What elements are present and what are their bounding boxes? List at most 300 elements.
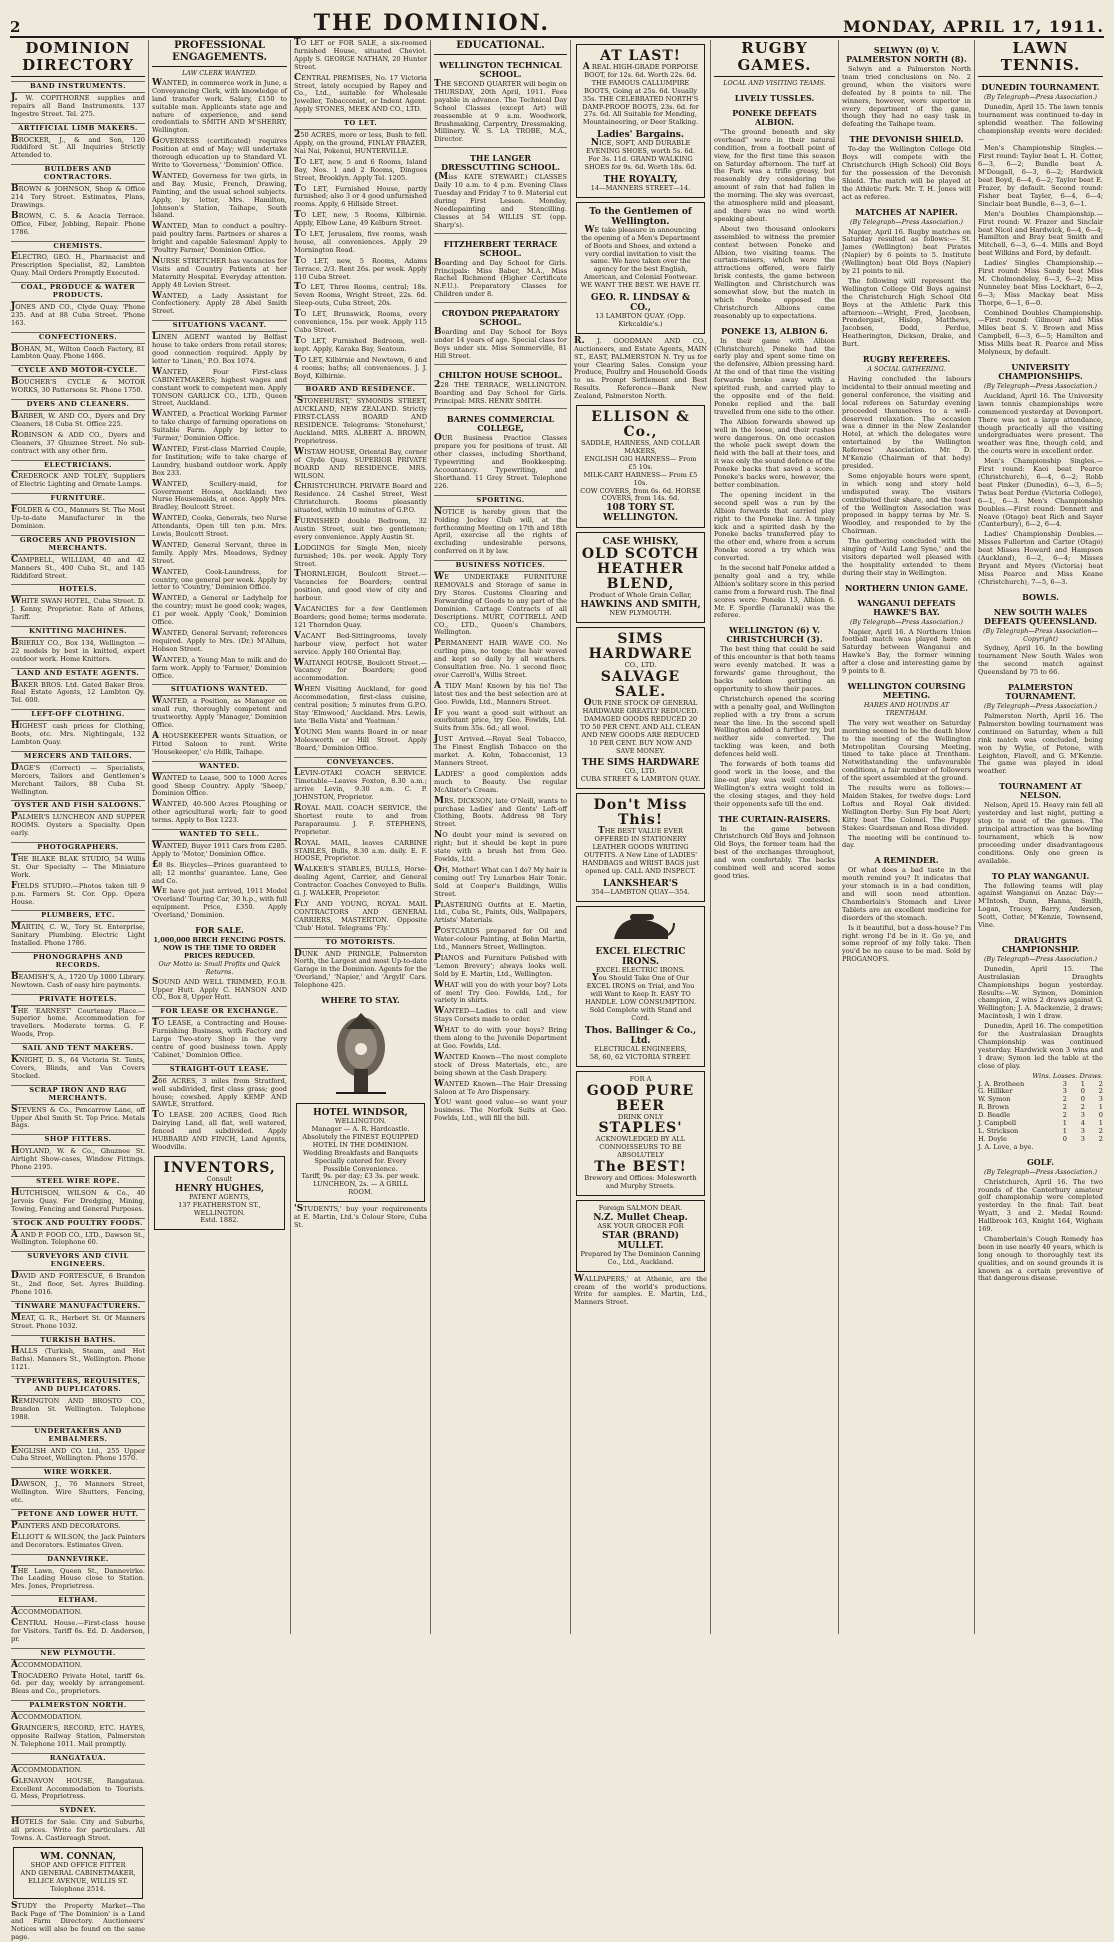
directory-section-title: UNDERTAKERS AND EMBALMERS. (11, 1426, 145, 1446)
for-sale-note: Our Motto is: Small Profits and Quick Returns. (158, 959, 281, 976)
directory-entry: BARBER, W. AND CO., Dyers and Dry Cleaners, 18 Cuba St. Office 225. (11, 411, 145, 428)
directory-section-title: RANGATAUA. (11, 1753, 145, 1765)
napier-heading: MATCHES AT NAPIER. (855, 206, 958, 217)
napier-text: Napier, April 16. Rugby matches on Saturday resulted as follows:— St. James (Wellington) beat Pirates (Napier) by 6 points to 5. Institute (Wellington) beat Old Boys (Napier) by 21 points to nil. (842, 227, 971, 276)
newspaper-title: THE DOMINION. (313, 10, 550, 36)
referees-text: Having concluded the labours incidental to their annual meeting and general conference, the visiting and local referees on Saturday evening proceeded themselves to a well-deserved relaxation. The occasion was a dinner in the New Zealander Hotel, at which the delegates were entertained by the Wellington Referees' Association. Mr. D. M'Kenzie (Chairman of that body) presided. (842, 375, 971, 470)
ads-group-6 (152, 1020, 287, 1060)
score-cell-l: 0 (1080, 1087, 1085, 1096)
for-sale-lines (152, 937, 287, 961)
classified-ad: LADIES' a good complexion adds much to Beauty. Use regular McAlister's Cream. (434, 768, 567, 794)
divider (434, 147, 567, 148)
mullet-small: Foreign SALMON DEAR. (598, 1203, 683, 1212)
palmerston-heading: PALMERSTON TOURNAMENT. (1005, 682, 1076, 702)
score-cell-name: L. Strickson (978, 1126, 1019, 1135)
rugby-paras-2 (714, 338, 835, 621)
rugby-heading: RUGBY GAMES. (714, 40, 835, 77)
directory-entry: ACCOMMODATION. (11, 1764, 82, 1775)
directory-entry: STEVENS & Co., Pencarrow Lane, off Upper Abel Smith St. Top Price. Metals Bags. (11, 1104, 145, 1130)
classified-ad: LODGINGS for Single Men, nicely furnished; 10s. per week. Apply Tory Street. (294, 542, 427, 568)
excel-title: EXCEL ELECTRIC IRONS. (595, 947, 686, 968)
directory-entry: WHITE SWAN HOTEL, Cuba Street. D. J. Kenny, Proprietor. Rate of Athens, Tariff. (11, 596, 145, 622)
directory-section-title: OYSTER AND FISH SALOONS. (11, 800, 145, 812)
nelson-text: Nelson, April 15. Heavy rain fell all yesterday and last night, putting a stop to most of the games. The principal attraction was the bowling tournament, which is now proceeding under disadvantageous conditions. Only one green is available. (978, 801, 1103, 865)
excel-text: You Should Take One of Our EXCEL IRONS on Trial, and You will Want to Keep It. EASY TO HANDLE. LOW CONSUMPTION. Sold Complete with Stand and Cord. (585, 973, 696, 1022)
coursing-text-3: The meeting will be continued to-day. (842, 833, 971, 850)
dunedin-text-4: Ladies' Singles Championship.—First round: Miss Sandy beat Miss M. Cholmondeley, 6—3, 6—2; Miss Nunneley beat Miss Lockhart, 6—2, 6—3; Miss Mackay beat Miss Thorpe, 6—1, 6—0. (978, 259, 1103, 307)
sims-text: OUR FINE STOCK OF GENERAL HARDWARE GREATLY REDUCED. DAMAGED GOODS REDUCED 20 TO 50 PER CENT. AND ALL CLEAN AND NEW GOODS ARE REDUCED 10 PER CENT. BUY NOW AND SAVE MONEY. (580, 698, 701, 755)
directory-entry: ELECTRO, GEO. H., Pharmacist and Prescription Specialist, 82, Lambton Quay. Mail Orders Promptly Executed. (11, 252, 145, 278)
university-text: Auckland, April 16. The University lawn tennis championships were commenced yesterday at Devonport. There was not a large attendance, though practically all the visiting undergraduates were present. The weather was fine, though cold, and the courts were in excellent order. (978, 391, 1103, 456)
directory-section-title: HOTELS. (11, 584, 145, 596)
score-cell-name: H. Doyle (978, 1134, 1007, 1143)
classified-ad: TO LET, Furnished Bedroom, well-kept. Apply, Karaka Bay, Seatoun. (294, 335, 427, 353)
directory-entry: BOUCHER'S CYCLE & MOTOR WORKS, 30 Pattersons St. Phone 1750. (11, 377, 145, 395)
score-cell-d: 2 (1098, 1079, 1103, 1088)
classified-ad: IF you want a good suit without an exorbitant price, try Geo. Fowlds, Ltd. Suits from 35s. 6d.; all wool. (434, 707, 567, 733)
score-row (978, 1144, 1103, 1152)
article-paragraph: The best thing that could be said of this encounter is that both teams were evenly matched. It was a forwards' game throughout, the backs seldom getting an opportunity to show their paces. (714, 645, 835, 693)
directory-section-title: CYCLE AND MOTOR-CYCLE. (11, 365, 145, 377)
ads-to-let (294, 132, 427, 380)
classified-ad: POSTCARDS prepared for Oil and Water-colour Painting, at Bohn Martin, Ltd., Manners Street, Wellington. (434, 926, 567, 952)
directory-entry: ELLIOTT & WILSON, the Jack Painters and Decorators. Estimates Given. (11, 1531, 145, 1549)
directory-section-title: CONFECTIONERS. (11, 332, 145, 344)
masthead (10, 8, 1104, 38)
score-cell-name: R. Brown (978, 1103, 1010, 1112)
referees-text-2: Some enjoyable hours were spent, in which song and story held undisputed sway. The visitors contributed their share, and the toast of the Wellington Association was proposed in happy terms by Mr. S. Woodley, and responded to by the Chairman. (842, 471, 971, 536)
school3-title: FITZHERBERT TERRACE SCHOOL. (443, 238, 558, 258)
school5-text: 228 THE TERRACE, WELLINGTON. Boarding and Day School for Girls. Principal: MRS. HENRY SMITH. (434, 379, 567, 405)
score-cell-l: 1 (1080, 1079, 1085, 1088)
directory-entry: BROWN, C. S. & Acacia Terrace. Office, Fiber, Jobbing, Repair. Phone 1786. (11, 210, 145, 236)
directory-entry: PALMER'S LUNCHEON AND SUPPER ROOMS. Oysters a Specialty. Open early. (11, 812, 145, 838)
school6-text: OUR Business Practice Classes prepare you for positions of trust. All other classes, including Shorthand, Typewriting and Bookkeeping. Accountancy. Typewriting, and Shorthand. 11 Grey Street. Telephone 226. (434, 433, 567, 490)
directory-entry: CENTRAL House.—First-class house for Visitors. Tariff 6s. Ed. D. Anderson, pr. (11, 1618, 145, 1643)
classified-ad: WHEN Visiting Auckland, for good Accommodation, first-class cuisine, central position; 5 minutes from G.P.O. Stay 'Elmwood,' Auckland. Mrs. Lewis, late 'Bella Vista' and 'Yeatman.' (294, 684, 427, 725)
directory-entry: ACCOMMODATION. (11, 1607, 82, 1618)
gentlemen-title: To the Gentlemen of Wellington. (589, 206, 692, 227)
directory-entry: THE Lawn, Queen St., Dannevirke. The Leading House close to Station. Mrs. Jones, Proprietress. (11, 1565, 145, 1591)
draughts-text-2: Dunedin, April 16. The competition for the Australasian Draughts Championship was continued yesterday. Hardwick won 3 wins and 1 draw; Symon led the table at the close of play. (978, 1022, 1103, 1070)
hotel-name: HOTEL WINDSOR, (313, 1108, 408, 1119)
directory-entry: FOLDER & CO., Manners St. The Most Up-to-date Manufacturer in the Dominion. (11, 505, 145, 530)
directory-section-title: CHEMISTS. (11, 241, 145, 253)
divider (434, 408, 567, 409)
classified-ad: WANTED, in commerce work in June, a Conveyancing Clerk, with knowledge of land transfer work. Salary, £150 to suitable man. Applicants state age and nature of experience, and send credentials to SMITH AND M'SHERRY, Wellington. (152, 77, 287, 135)
directory-entry: DAWSON, J., 76 Manners Street, Wellington. Wire Shutters, Fencing, etc. (11, 1479, 145, 1505)
classified-ad: LEVIN-OTAKI COACH SERVICE. Timetable—Leaves Foxton, 8.30 a.m.; arrive Levin, 9.30 a.m. C. P. JOHNSTON, Proprietor. (294, 768, 427, 802)
score-cell-l: 3 (1080, 1134, 1085, 1143)
directory-section-title: PETONE AND LOWER HUTT. (11, 1509, 145, 1521)
score-cell-d: 2 (1098, 1087, 1103, 1096)
excel-irons-advert (576, 906, 705, 1067)
directory-entry: BAKER BROS. Ltd. Gated Baker Bros. Real Estate Agents, 12 Lambton Qy. Tel. 600. (11, 679, 145, 705)
inventors-line3: 137 FEATHERSTON ST., WELLINGTON. (178, 1200, 261, 1217)
score-cell-name: W. Symon (978, 1095, 1011, 1104)
boots-advert (576, 44, 705, 198)
directory-entry: PAINTERS AND DECORATORS. (11, 1520, 121, 1531)
sec-motorists: TO MOTORISTS. (294, 937, 427, 949)
directory-section-title: NEW PLYMOUTH. (11, 1648, 145, 1660)
classified-ad: WANTED, First-class Married Couple, for Institution; wife to take charge of Laundry, husband outdoor work. Apply Box 233. (152, 443, 287, 477)
score-cell-l: 3 (1080, 1126, 1085, 1135)
divider (434, 302, 567, 303)
lankshear-name: LANKSHEAR'S (603, 878, 678, 889)
classified-ad: TO LET, new, 5 and 6 Rooms, Island Bay, Nos. 1 and 2 Rooms, Dingoes Street, Brooklyn. Apply Tel. 1205. (294, 156, 427, 182)
classified-ad: WE have got just arrived, 1911 Model 'Overland' Touring Car, 30 h.p., with full equipment. Price, £350. Apply 'Overland,' Dominion. (152, 886, 287, 920)
score-cell-w: 2 (1062, 1111, 1067, 1120)
rugby-paras-1 (714, 129, 835, 321)
score-cell-w: 0 (1062, 1134, 1067, 1143)
classified-ad: WANTED, Governess for two girls, in and Bay. Music, French, Drawing, Painting, and the usual school subjects. Apply, by letter, Mrs. Hamilton, Johnson's Station, Taihape, South Island. (152, 170, 287, 220)
directory-entry: BROWN & JOHNSON, Shop & Office 214 Tory Street. Estimates, Plans, Drawings. (11, 184, 145, 209)
lindsay-name: GEO. R. LINDSAY & CO., (590, 293, 691, 314)
ads-group-7 (152, 1075, 287, 1152)
directory-entry: BOHAN, M., Wilton Coach Factory, 81 Lambton Quay. Phone 1466. (11, 343, 145, 361)
classified-ad: TO LET, Brunswick, Rooms, every convenience, 15s. per week. Apply 115 Cuba Street. (294, 309, 427, 334)
ladies-bargains-text: NICE, SOFT, AND DURABLE EVENING SHOES, worth 5s. 6d. For 3s. 11d. GRAND WALKING SHOES for 9s. 6d. Worth 18s. 6d. (584, 138, 697, 171)
sale-line: NOW IS THE TIME TO ORDER (162, 944, 277, 952)
connan-line2: AND GENERAL CABINETMAKER, (20, 1868, 136, 1877)
directory-section-title: PHONOGRAPHS AND RECORDS. (11, 952, 145, 972)
connan-line3: ELLICE AVENUE, WILLIS ST. (28, 1876, 128, 1885)
hotel-line4: Tariff, 9s. per day; £3 3s. per week. (301, 1172, 420, 1181)
directory-entry: GLENAVON HOUSE, Rangataua. Excellent Accommodation to Tourists. G. Mess, Proprietress. (11, 1775, 145, 1801)
sims-salvage: SALVAGE SALE. (600, 669, 681, 701)
classified-ad: TO LET, Three Rooms, central; 18s. Seven Rooms, Wright Street, 22s. 6d. Sleep-outs, Cuba Street, 20s. (294, 282, 427, 308)
referees-text-3: The gathering concluded with the singing of 'Auld Lang Syne,' and the visitors departed well pleased with the hospitality extended to them during their stay in Wellington. (842, 537, 971, 577)
classified-ad: WANTED, Buyer 1911 Cars from £285. Apply to 'Motor,' Dominion Office. (152, 840, 287, 858)
whisky-town: NEW PLYMOUTH. (609, 609, 672, 618)
directory-section-title: PLUMBERS, ETC. (11, 910, 145, 922)
ellison-milk: MILK-CART HARNESS— From £5 10s. (583, 470, 698, 487)
classified-ad: PIANOS and Furniture Polished with 'Lemon Brevery'; always looks well. Sold by E. Martin, Ltd., Wellington. (434, 952, 567, 978)
sims-co: CO., LTD. (624, 661, 657, 670)
devonish-heading: THE DEVONISH SHIELD. (849, 134, 964, 145)
school5-title: CHILTON HOUSE SCHOOL. (438, 369, 563, 380)
school2-text: (Miss KATE STEWART.) CLASSES Daily 10 a.m. to 4 p.m. Evening Class Tuesday and Friday 7 to 9. Material cut during First Lesson. Monday, Needlepainting and Stencilling. Classes at 54 WILLIS ST. (opp. Sharp's). (434, 172, 567, 229)
sec-situations-wanted: SITUATIONS WANTED. (152, 684, 287, 696)
classified-ad: WANTED Known—The most complete stock of Dress Materials, etc., are being shown at the Cash Drapery. (434, 1051, 567, 1077)
chamberlain-advert: Chamberlain's Cough Remedy has been in use nearly 40 years, which is long enough to thoroughly test its qualities, and on sound grounds it is known as a certain preventive of that dangerous disease. (978, 1234, 1103, 1283)
directory-entry: A AND P. FOOD CO., LTD., Dawson St., Wellington. Telephone 60. (11, 1229, 145, 1247)
classified-ad: MRS. DICKSON, late O'Neill, wants to purchase Ladies' and Gents' Left-off Clothing, Boots. Address 98 Tory Street. (434, 795, 567, 829)
mullet-brand: STAR (BRAND) MULLET. (602, 1230, 679, 1251)
directory-section-title: MERCERS AND TAILORS. (11, 751, 145, 763)
at-last-title: AT LAST! (600, 48, 681, 64)
classified-ad: A HOUSEKEEPER wants Situation, or Fitted Saloon to rent. Write 'Housekeeper,' c/o Hdlk, Taihape. (152, 730, 287, 756)
directory-entry: GRAINGER'S, RECORD, ETC. HAYES, opposite Railway Station, Palmerston N. Telephone 1011. Mail promptly. (11, 1723, 145, 1748)
classified-ad: TO LET, new, 5 Rooms, Kilbirnie. Apply, Elbow Lane, 49 Kelburn Street. (294, 210, 427, 228)
score-cell-name: D. Beadle (978, 1111, 1011, 1120)
beer-line5: ACKNOWLEDGED BY ALL CONNOISSEURS TO BE ABSOLUTELY (595, 1135, 686, 1160)
sec-board: BOARD AND RESIDENCE. (294, 384, 427, 396)
sec-lease-exchange: FOR LEASE OR EXCHANGE. (152, 1006, 287, 1018)
article-paragraph: In the game between Christchurch Old Boys and Johnson Old Boys, the former team had the best of the exchanges throughout, and won comfortably. The backs combined well and scored some good tries. (714, 824, 835, 880)
score-cell-w: 3 (1062, 1079, 1067, 1088)
directory-section-title: BUILDERS AND CONTRACTORS. (11, 164, 145, 184)
palmerston-text: Palmerston North, April 16. The Palmerston bowling tournament was continued on Saturday, when a full rink match was concluded, being won by Wylie, of Petone, with Leighton, Flavell, and G. M'Kenzie. The game was played in ideal weather. (978, 712, 1103, 776)
school2-title: THE LANGER DRESSCUTTING SCHOOL. (441, 153, 560, 173)
staples-beer-advert (576, 1071, 705, 1196)
ellison-covers: COW COVERS, from 6s. 6d. HORSE COVERS, from 14s. 6d. (580, 486, 701, 503)
engagements-heading: PROFESSIONAL ENGAGEMENTS. (152, 40, 287, 67)
directory-entry: THE 'EARNEST' Courtenay Place.— Superior home. Accommodation for travellers. Moderate terms. G. F. Woods, Prop. (11, 1005, 145, 1039)
sec-sporting: SPORTING. (434, 495, 567, 507)
directory-section-title: TINWARE MANUFACTURERS. (11, 1301, 145, 1313)
ladies-bargains: Ladies' Bargains. (596, 130, 685, 141)
classified-ad: YOU want good value—so want your business. The Norfolk Suits at Geo. Fowlds, Ltd., will fill the bill. (434, 1097, 567, 1123)
referees-sub: A SOCIAL GATHERING. (867, 365, 946, 374)
hotel-line1: Manager — A. R. Hardcastle. (311, 1124, 410, 1133)
score-cell-w: 2 (1062, 1103, 1067, 1112)
directory-section-title: SCRAP IRON AND RAG MERCHANTS. (11, 1085, 145, 1105)
beer-line7: Brewery and Offices: Molesworth and Murphy Streets. (584, 1174, 697, 1191)
divider (434, 364, 567, 365)
dunedin-text: Dunedin, April 15. The lawn tennis tournament was continued to-day in splendid weather. The following championship events were decided:— (978, 102, 1103, 143)
sec-business: BUSINESS NOTICES. (434, 560, 567, 572)
dont-miss-title: Don't Miss This! (593, 797, 688, 829)
classified-ad: CHRISTCHURCH. PRIVATE Board and Residence. 24 Cashel Street, West Christchurch. Rooms pleasantly situated, within 10 minutes of G.P.O. (294, 481, 427, 515)
directory-entry: HALLS (Turkish, Steam, and Hot Baths). Manners St., Wellington. Phone 1121. (11, 1346, 145, 1372)
score-cell-l: 4 (1080, 1119, 1085, 1128)
hotel-line3: Wedding Breakfasts and Banquets Specially catered for. Every Possible Convenience. (303, 1148, 418, 1173)
score-cell-name: J. Campbell (978, 1119, 1017, 1128)
classified-ad: WANTED to Lease, 500 to 1000 Acres good Sheep Country. Apply 'Sheep,' Dominion Office. (152, 772, 287, 798)
beer-line6: The BEST! (594, 1159, 687, 1176)
goodman-advert: R. J. GOODMAN AND CO., Auctioneers, and Estate Agents, MAIN ST., EAST, PALMERSTON N. Try us for your Clearing Sales. Consign your Produce, Poultry and Household Goods to us. Prompt Settlement and Best Results. Reference—Bank New Zealand, Palmerston North. (574, 335, 707, 401)
score-cell-name: J. A. Love, a bye. (978, 1142, 1034, 1151)
directory-entry: BEAMISH'S, A., 1720 Up 1000 Library. Newtown. Cash of easy hire payments. (11, 971, 145, 989)
score-cell-name: G. Hilliker (978, 1087, 1013, 1096)
article-paragraph: "The ground beneath and sky overhead" were in their natural condition, from a football point of view, for the first time this season on Saturday afternoon. The turf at the Park was a trifle greasy, but reasonably dry considering the amount of rain that had fallen in the morning. The sky was overcast, the atmosphere mild and pleasant, and there was no wind worth speaking about. (714, 127, 835, 223)
column-directory (8, 39, 148, 1942)
wanganui-bowls-heading: TO PLAY WANGANUI. (991, 870, 1090, 881)
score-cell-w: 1 (1062, 1126, 1067, 1135)
northern-union-heading: NORTHERN UNION GAME. (844, 582, 969, 593)
directory-section-title: PRIVATE HOTELS. (11, 994, 145, 1006)
university-heading: UNIVERSITY CHAMPIONSHIPS. (998, 362, 1083, 381)
classified-ad: TO LET, new, 5 Rooms, Adams Terrace. 2/3. Rent 26s. per week. Apply 110 Cuba Street. (294, 255, 427, 281)
dunedin-text-3: Men's Doubles Championship.—First round: W. Frazer and Sinclair beat Nicol and Hardwick, 6—4, 6—4; Hamilton and Bray beat Smith and Mitchell, 6—3, 6—4. Mills and Boyd beat Wilkins and Ford, by default. (978, 209, 1103, 258)
directory-section-title: PALMERSTON NORTH. (11, 1700, 145, 1712)
rugby-h3: PONEKE 13, ALBION 6. (721, 325, 828, 336)
nelson-heading: TOURNAMENT AT NELSON. (999, 781, 1082, 801)
wallpapers-advert: WALLPAPERS,' at Athenic, are the cream of the world's productions. Write for samples. E. Martin, Ltd., Manners Street. (574, 1273, 707, 1307)
classified-ad: WANTED, General Servant; references required. Apply to Mrs. (Dr.) M'Allum, Hobson Street. (152, 628, 287, 653)
article-paragraph: The Albion forwards showed up well in the loose, and their rushes were dangerous. On one occasion the whole pack swept down the field with the ball at their toes, and it was only the sound defence of the Poneke backs that saved a score. Poneke's backs were, however, the better combination. (714, 417, 835, 489)
article-paragraph: The opening incident in the second spell was a run by the Albion forwards that carried play right to the Poneke line. A timely kick and a spirited dash by the Poneke backs transferred play to the other end, where from a scrum Poneke scored a try which was converted. (714, 490, 835, 563)
classified-ad: 266 ACRES, 3 miles from Stratford, well subdivided, first class grass; good house; cowshed. Apply KEMP AND SAWLE, Stratford. (152, 1075, 287, 1109)
directory-section-title: ELECTRICIANS. (11, 460, 145, 472)
directory-section-title: KNITTING MACHINES. (11, 626, 145, 638)
classified-ad: DUNK AND PRINGLE, Palmerston North, the Largest and most Up-to-date Garage in the Dominion. Agents for the 'Overland,' 'Napier,' and 'Argyll' Cars. Telephone 425. (294, 948, 427, 990)
hotel-windsor-advert (296, 1103, 425, 1202)
rugby-paras-3 (714, 646, 835, 808)
directory-section-title: STEEL WIRE ROPE. (11, 1176, 145, 1188)
rugby-h4: WELLINGTON (6) V. CHRISTCHURCH (3). (726, 625, 823, 645)
directory-footer: STUDY the Property Market—The Back Page of 'The Dominion' is a Land and Farm Directory. Auctioneers' Notices will also be found on the same page. (11, 1900, 145, 1942)
column-to-let (290, 40, 430, 1634)
directory-section-title: STOCK AND POULTRY FOODS. (11, 1218, 145, 1230)
school1-title: WELLINGTON TECHNICAL SCHOOL. (439, 60, 562, 79)
napier-sub: (By Telegraph—Press Association.) (849, 217, 964, 226)
rugby-paras-4 (714, 826, 835, 881)
classified-ad: VACANT Bed-Sittingrooms, lovely harbour view, perfect hot water service. Apply 160 Oriental Bay. (294, 630, 427, 656)
score-cell-name: J. A. Brotheen (978, 1079, 1025, 1088)
directory-entry: REMINGTON AND BROSTO CO., Brandon St. Wellington. Telephone 1988. (11, 1396, 145, 1421)
classified-ad: WANTED, a General or Ladyhelp for the country; must be good cook; wages, £1 per week. Apply 'Cook,' Dominion Office. (152, 593, 287, 627)
dunedin-heading: DUNEDIN TOURNAMENT. (981, 82, 1100, 92)
draughts-scores-table (978, 1081, 1103, 1152)
connan-line4: Telephone 2514. (50, 1884, 106, 1893)
sims-address: CUBA STREET & LAMBTON QUAY. (580, 775, 701, 784)
directory-entry: THE BLAKE BLAK STUDIO, 54 Willis St. Our Specialty — The Miniature Work. (11, 853, 145, 879)
directory-entry: DAGE'S (Correct) — Specialists, Mercers, Tailors and Gentlemen's Merchant Tailors, 88 Cuba St. Wellington. (11, 762, 145, 796)
classified-ad: WANTED, a Practical Working Farmer to take charge of farming operations on Suitable Farm. Apply by letter to 'Farmer,' Dominion Office. (152, 409, 287, 443)
ballinger-name: Thos. Ballinger & Co., Ltd. (584, 1025, 697, 1046)
directory-entry: KNIGHT, D. S., 64 Victoria St. Tents, Covers, Blinds, and Van Covers Stocked. (11, 1055, 145, 1080)
ellison-address: 108 TORY ST. WELLINGTON. (602, 503, 679, 524)
score-cell-w (1049, 1144, 1067, 1152)
classified-ad: WISTAW HOUSE, Oriental Bay, corner of Clyde Quay. SUPERIOR PRIVATE BOARD AND RESIDENCE. MRS. WILSON. (294, 446, 427, 480)
divider (434, 233, 567, 234)
beer-line1: FOR A (629, 1074, 652, 1083)
classified-ad: WANTED, Cook-Laundress, for country, one general per week. Apply by letter to 'Country,' Dominion Office. (152, 566, 287, 592)
classified-ad: TO LEASE. 200 ACRES, Good Rich Dairying Land, all flat, well watered, fenced and subdivided. Apply HUBBARD AND FINCH, Land Agents, Woodville. (152, 1110, 287, 1151)
inventors-advert (154, 1156, 285, 1231)
classified-ad: OH, Mother! What can I do? My hair is coming out! Try Lunarbos Hair Tonic. Sold at Cooper's Buildings, Willis Street. (434, 864, 567, 898)
bowls-heading: BOWLS. (1022, 591, 1059, 602)
directory-entry: HIGHEST cash prices for Clothing, Boots, etc. Mrs. Nightingale, 132 Lambton Quay. (11, 721, 145, 746)
classified-ad: 'STONEHURST,' SYMONDS STREET, AUCKLAND, NEW ZEALAND. Strictly FIRST-CLASS BOARD AND RESIDENCE. Telegrams: 'Stonehurst,' Auckland. MRS. ALBERT A. BROWN, Proprietress. (294, 396, 427, 445)
hotel-line2: Absolutely the FINEST EQUIPPED HOTEL IN THE DOMINION. (302, 1132, 419, 1149)
lindsay-advert (576, 202, 705, 334)
column-engagements (148, 40, 290, 1634)
score-cell-d: 3 (1098, 1095, 1103, 1104)
ads-group-5 (152, 840, 287, 920)
sale-line: PRICES REDUCED. (184, 951, 255, 960)
classified-ad: WE UNDERTAKE FURNITURE REMOVALS and Storage of same in Dry Stores. Customs Clearing and Forwarding of Goods to any part of the Dominion. Cartage Contracts of all Descriptions. MURT, COTTRELL AND CO., LTD., Queen's Chambers, Wellington. (434, 572, 567, 637)
score-cell-d: 1 (1098, 1119, 1103, 1128)
directory-section-title: DANNEVIRKE. (11, 1554, 145, 1566)
mullet-mid: ASK YOUR GROCER FOR (597, 1221, 684, 1230)
directory-entry: HUTCHISON, WILSON & Co., 40 Jervois Quay. For Dredging, Mining, Towing, Fencing and General Purposes. (11, 1187, 145, 1213)
draughts-heading: DRAUGHTS CHAMPIONSHIP. (1001, 934, 1080, 954)
directory-section-title: WIRE WORKER. (11, 1467, 145, 1479)
draughts-text: Dunedin, April 15. The Australasian Draughts Championships began yesterday. Results:—W. Symon, Dominion champion, 2 wins 2 draws against G. Wellington; J. A. Mackenzie, 2 draws; Macintosh, 1 win 1 draw. (978, 964, 1103, 1021)
ads-group-2 (152, 334, 287, 680)
classified-ad: PERMANENT HAIR WAVE CO. No curling pins, no tongs; the hair waved and kept so daily by all weathers. Consultation free. No. 1 second floor, over Carroll's, Willis Street. (434, 638, 567, 679)
whisky-line2: HEATHER BLEND, (597, 561, 684, 593)
connan-name: WM. CONNAN, (40, 1851, 116, 1862)
referees-heading: RUGBY REFEREES. (862, 354, 951, 365)
lankshear-advert (576, 793, 705, 901)
score-cell-w: 2 (1062, 1095, 1067, 1104)
ballinger-sub: ELECTRICAL ENGINEERS, (594, 1044, 687, 1053)
ads-board (294, 398, 427, 752)
directory-entry: MEAT, G. R., Herbert St. Of Manners Street. Phone 1032. (11, 1312, 145, 1330)
school4-title: CROYDON PREPARATORY SCHOOL. (441, 308, 560, 328)
classified-ad: TO LET, Furnished House, partly furnished; also 3 or 4 good unfurnished rooms. Apply, 6 Hillside Street. (294, 183, 427, 209)
sporting-notice: NOTICE is hereby given that the Polding Jockey Club will, at the forthcoming Meeting on 17th and 18th April, exercise all the rights of excluding undesirable persons, conferred on it by law. (434, 506, 567, 556)
ads-group-4 (152, 772, 287, 825)
mullet-advert (576, 1200, 705, 1272)
hotel-town: WELLINGTON. (334, 1117, 387, 1126)
directory-sections (11, 81, 145, 1843)
classified-ad: WALKER'S STABLES, BULLS, Horse-dealing Agent, Carrier, and General Contractor. Coaches Conveyed to Bulls. G. J. WALKER, Proprietor. (294, 864, 427, 898)
score-cell-d: 0 (1098, 1111, 1103, 1120)
classified-ad: WANTED—Ladies to call and view Stays Corsets made to order. (434, 1006, 567, 1024)
directory-section-title: FURNITURE. (11, 493, 145, 505)
classified-ad: TO LET, Jerusalem, five rooms, wash house, all conveniences. Apply 29 Mornington Road. (294, 229, 427, 254)
classified-ad: JUST Arrived.—Royal Seal Tobacco, The Finest English Tobacco on the market. A. Kohn, Tobacconist, 13 Manners Street. (434, 734, 567, 767)
school4-text: Boarding and Day School for Boys under 14 years of age. Special class for Boys under six. Miss Sommerville, 81 Hill Street. (434, 327, 567, 360)
nsw-sub: (By Telegraph—Press Association—Copyright) (983, 626, 1098, 643)
university-text-3: Ladies' Championship Doubles.—Misses Fullerton and Carter (Otago) beat Misses Howard and Hampson (Auckland), 6—2, 6—4; Misses Bryant and Myers (Victoria) beat Miss Pearce and Miss Keane (Christchurch), 7—5, 6—3. (978, 530, 1103, 586)
lankshear-address: 354—LAMBTON QUAY—354. (591, 887, 690, 896)
dunedin-sub: (By Telegraph—Press Association.) (983, 93, 1098, 101)
rugby-h2: PONEKE DEFEATS ALBION. (732, 107, 817, 127)
where-to-stay-title: WHERE TO STAY. (321, 995, 400, 1006)
score-cell-d: 2 (1098, 1134, 1103, 1143)
classified-ad: NO doubt your mind is severed on right; but it should be kept in pure state with a brush hat from Geo. Fowlds, Ltd. (434, 830, 567, 863)
nsw-text: Sydney, April 16. In the bowling tournament New South Wales won the second match against Queensland by 75 to 66. (978, 644, 1103, 677)
wanganui-sub: (By Telegraph—Press Association.) (849, 617, 964, 626)
classified-ad: WANTED, Cooks, Generals, two Nurse Attendants, Open till ten p.m. Mrs. Lewis, Boulcott Street. (152, 513, 287, 539)
classified-ad: NURSE STRETCHER has vacancies for Visits and Country Patients at her Maternity Hospital. Everyday attention. Apply 48 Levien Street. (152, 255, 287, 289)
score-cell-l: 3 (1080, 1111, 1085, 1120)
classified-ad: WANTED, a Young Man to milk and do farm work. Apply to 'Farmer,' Dominion Office. (152, 654, 287, 680)
school1-text: THE SECOND QUARTER will begin on THURSDAY, 20th April, 1911. Fees payable in advance. The Technical Day School Classes (except Art) will reassemble at 9 a.m. Woodwork, Brushmaking, Carpentry, Dressmaking, Millinery. W. S. LA TROBE, M.A., Director. (434, 79, 567, 144)
educational-heading: EDUCATIONAL. (434, 40, 567, 55)
classified-ad: WANTED Known—The Hair Dressing Saloon at Te Aro Dispensary. (434, 1078, 567, 1096)
article-paragraph: In their game with Albion (Christchurch), Poneke had the early play and spent some time on the defensive, Albion pressing hard. At the end of that time the visiting forwards broke away with a spirited rush, and carried play to the opposite end of the field. Poneke replied and the ball travelled from one side to the other. (714, 336, 835, 416)
classified-ad: WHAT will you do with your boy? Lots of men! Try Geo. Fowlds, Ltd., for variety in shirts. (434, 979, 567, 1005)
sec-conveyances: CONVEYANCES. (294, 757, 427, 769)
classified-ad: FLY AND YOUNG, ROYAL MAIL CONTRACTORS AND GENERAL CARRIERS, MASTERTON. Opposite 'Club' Hotel. Telegrams 'Fly.' (294, 899, 427, 932)
classified-ad: THORNLEIGH, Boulcott Street.—Vacancies for Boarders; central position, and good view of city and harbour. (294, 569, 427, 603)
column-educational (430, 40, 570, 1634)
classified-ad: PLASTERING Outfits at E. Martin, Ltd., Cuba St., Paints, Oils, Wallpapers, Artists' Materials. (434, 899, 567, 925)
directory-section-title: DYERS AND CLEANERS. (11, 399, 145, 411)
dont-miss-text: THE BEST VALUE EVER OFFERED IN STATIONERY LEATHER GOODS WRITING OUTFITS. A New Line of LADIES' HANDBAGS and WRIST BAGS just opened up. CALL AND INSPECT. (582, 826, 699, 875)
coursing-sub: HARES AND HOUNDS AT TRENTHAM. (863, 701, 950, 717)
sec-situations-vacant: SITUATIONS VACANT. (152, 320, 287, 332)
directory-section-title: SHOP FITTERS. (11, 1134, 145, 1146)
directory-entry: BRIERLY CO., Box 134, Wellington — 22 models by best in knitted, expert outdoor work. Home Knitters. (11, 637, 145, 663)
excel-sub: EXCEL ELECTRIC IRONS. (595, 966, 685, 975)
coursing-text-2: The results were as follows:— Maiden Stakes, for twelve dogs: Lord Loftus and Royal Oak divided. Wellington Derby: Sun Fly beat Alert; Kitty beat The Colonel. The Puppy Stakes: Guardsman and Rosa divided. (842, 784, 971, 832)
lindsay-address: 13 LAMBTON QUAY. (Opp. Kirkcaldie's.) (595, 312, 686, 328)
electric-iron-icon (606, 911, 676, 945)
directory-entry: ROBINSON & ADD CO., Dyers and Cleaners, 37 Ghuznee Street. No sub-contract with any other firm. (11, 429, 145, 455)
scores-header: Wins. Losses. Draws. (1032, 1071, 1103, 1080)
golf-text: Christchurch, April 16. The two rounds of the Canterbury amateur golf championship were completed yesterday. In the final: Tait beat Wyatt, 3 and 2. Medal Round: Hallbrook 163, Knight 164, Wigham 169. (978, 1177, 1103, 1234)
sec-wanted-to-sell: WANTED TO SELL. (152, 829, 287, 841)
connan-advert (13, 1847, 143, 1899)
nsw-heading: NEW SOUTH WALES DEFEATS QUEENSLAND. (984, 606, 1097, 626)
classified-ad: WANTED, Man to conduct a poultry-paid poultry farm. Partners or shares a bright and capable Salesman! Apply to 'Poultry Farmer,' Dominion Office. (152, 221, 287, 255)
article-paragraph: Christchurch opened the scoring with a penalty goal, and Wellington replied with a try from a scrum near the line. In the second spell Wellington added a further try, but neither side converted. The tackling was keen, and both defences held well. (714, 694, 835, 759)
issue-date: MONDAY, APRIL 17, 1911. (843, 17, 1104, 36)
students-advert: 'STUDENTS,' buy your requirements at E. Martin, Ltd.'s Colour Store, Cuba St. (294, 1204, 427, 1229)
connan-line1: SHOP AND OFFICE FITTER (30, 1860, 126, 1869)
classified-ad: WANTED, 40-500 Acres Ploughing or other agricultural work; fair to good terms. Apply to Box 1223. (152, 799, 287, 825)
directory-section-title: PHOTOGRAPHERS. (11, 842, 145, 854)
rugby-h1: LIVELY TUSSLES. (734, 92, 815, 103)
